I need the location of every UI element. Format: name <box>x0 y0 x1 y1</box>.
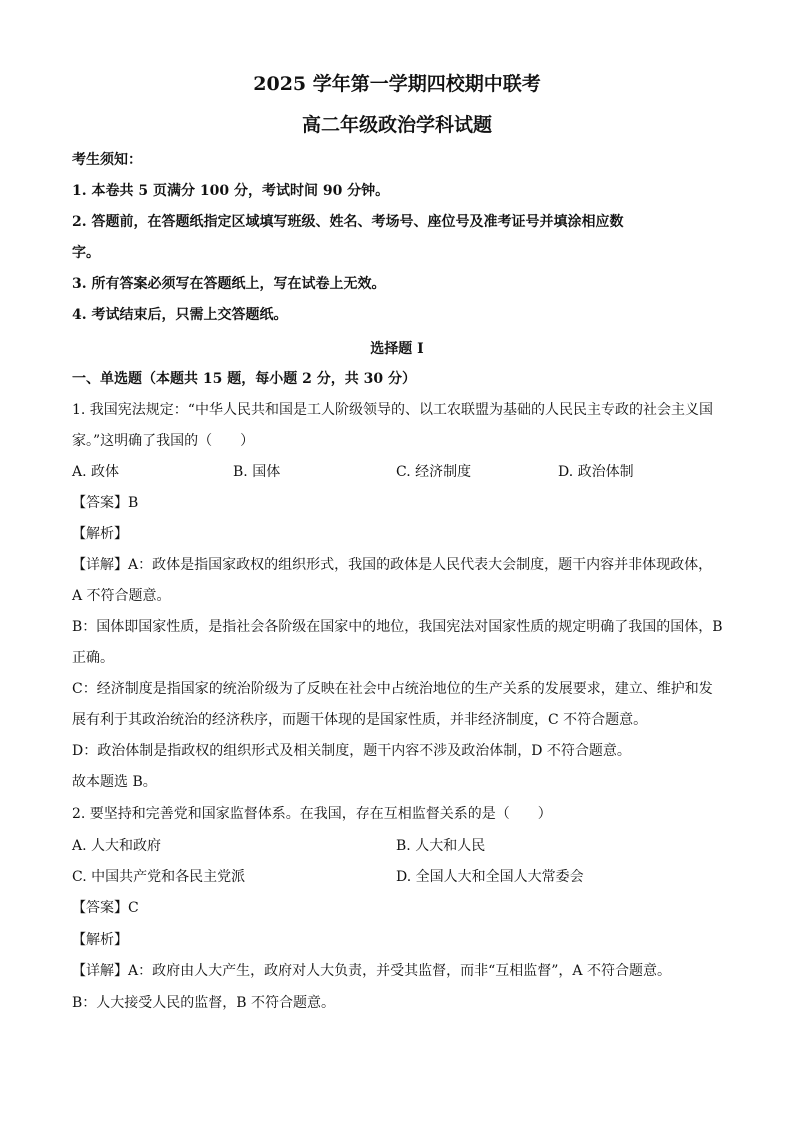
q2-answer: 【答案】C <box>72 900 139 916</box>
exam-subtitle: 高二年级政治学科试题 <box>301 114 492 136</box>
notice-item-1: 1. 本卷共 5 页满分 100 分，考试时间 90 分钟。 <box>72 183 390 199</box>
q1-option-d: D. 政治体制 <box>558 464 634 480</box>
q2-detail-b: B：人大接受人民的监督，B 不符合题意。 <box>72 995 336 1011</box>
q2-detail-a: 【详解】A：政府由人大产生，政府对人大负责，并受其监督，而非“互相监督”，A 不符合题意。 <box>72 963 671 979</box>
q2-option-d: D. 全国人大和全国人大常委会 <box>396 869 584 885</box>
q1-detail-a: 【详解】A：政体是指国家政权的组织形式，我国的政体是人民代表大会制度，题干内容并非体现政体， <box>72 557 713 573</box>
q1-detail-d: D：政治体制是指政权的组织形式及相关制度，题干内容不涉及政治体制，D 不符合题意。 <box>72 743 631 759</box>
q2-stem: 2. 要坚持和完善党和国家监督体系。在我国，存在互相监督关系的是（ ） <box>72 806 552 822</box>
q2-analysis-label: 【解析】 <box>72 932 128 948</box>
q2-option-a: A. 人大和政府 <box>72 838 162 854</box>
q1-conclusion: 故本题选 B。 <box>72 774 157 790</box>
notice-heading: 考生须知： <box>72 152 142 168</box>
q1-option-a: A. 政体 <box>72 464 120 480</box>
q1-detail-b: B：国体即国家性质，是指社会各阶级在国家中的地位，我国宪法对国家性质的规定明确了我国的国体，B <box>72 619 723 635</box>
q1-detail-a-cont: A 不符合题意。 <box>72 588 171 604</box>
q1-detail-c-cont: 展有利于其政治统治的经济秩序，而题干体现的是国家性质，并非经济制度，C 不符合题意。 <box>72 712 648 728</box>
notice-item-2-cont: 字。 <box>72 245 100 261</box>
q2-option-b: B. 人大和人民 <box>396 838 486 854</box>
notice-item-3: 3. 所有答案必须写在答题纸上，写在试卷上无效。 <box>72 276 386 292</box>
part-heading: 一、单选题（本题共 15 题，每小题 2 分，共 30 分） <box>72 371 416 387</box>
notice-item-4: 4. 考试结束后，只需上交答题纸。 <box>72 307 288 323</box>
q1-detail-c: C：经济制度是指国家的统治阶级为了反映在社会中占统治地位的生产关系的发展要求，建立、维护和发 <box>72 681 713 697</box>
q1-stem-cont: 家。”这明确了我国的（ ） <box>72 433 255 449</box>
section-title: 选择题 I <box>370 341 424 357</box>
notice-item-2: 2. 答题前，在答题纸指定区域填写班级、姓名、考场号、座位号及准考证号并填涂相应数 <box>72 214 624 230</box>
q1-answer: 【答案】B <box>72 495 139 511</box>
q1-option-c: C. 经济制度 <box>396 464 472 480</box>
q1-option-b: B. 国体 <box>233 464 281 480</box>
q1-analysis-label: 【解析】 <box>72 526 128 542</box>
q1-stem: 1. 我国宪法规定：“中华人民共和国是工人阶级领导的、以工农联盟为基础的人民民主专政的社会主义国 <box>72 402 713 418</box>
q2-option-c: C. 中国共产党和各民主党派 <box>72 869 246 885</box>
q1-detail-b-cont: 正确。 <box>72 650 114 666</box>
exam-title: 2025 学年第一学期四校期中联考 <box>253 73 541 95</box>
